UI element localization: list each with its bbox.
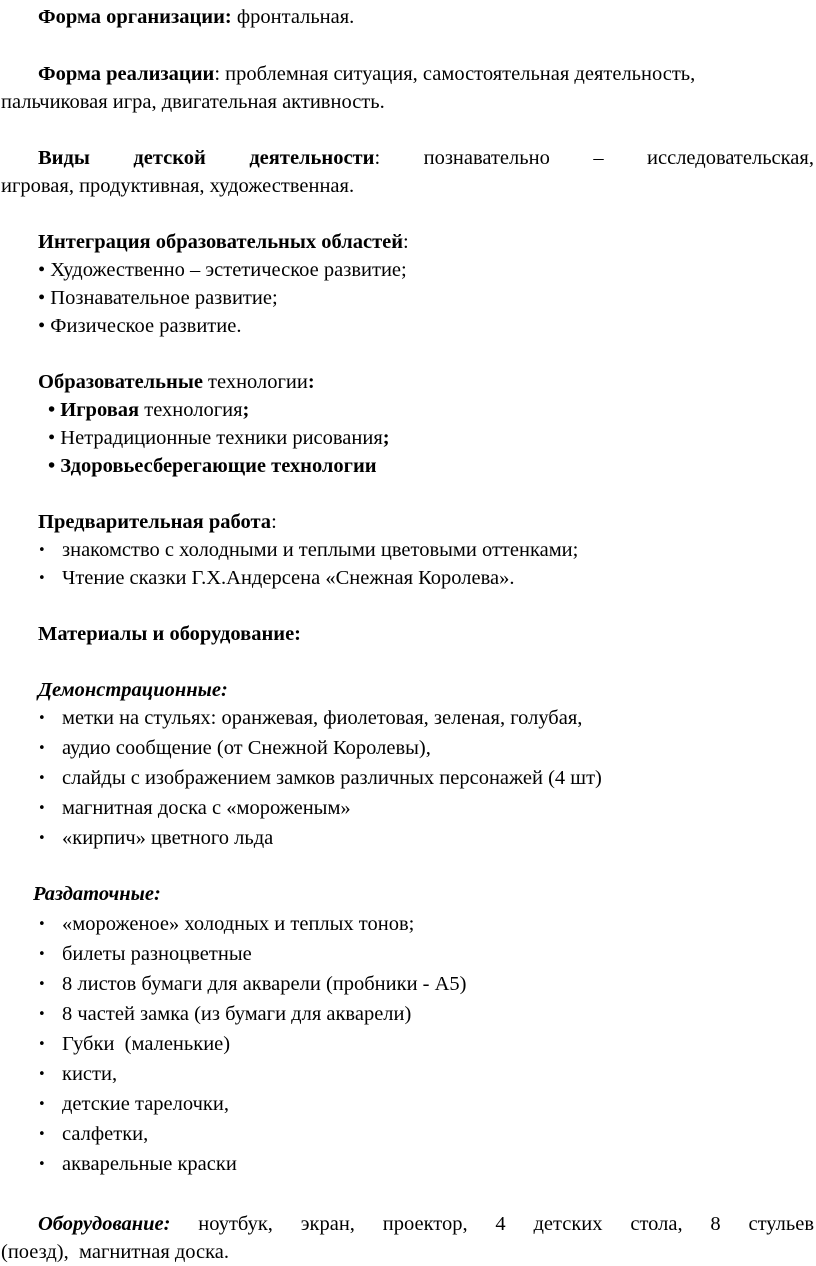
form-organization-label: Форма организации: bbox=[38, 6, 232, 28]
equipment-word: экран, bbox=[300, 1213, 355, 1235]
integration-colon: : bbox=[403, 231, 409, 253]
bullet-icon: • bbox=[38, 917, 46, 932]
handout-item: салфетки, bbox=[62, 1123, 149, 1145]
technologies-label: Образовательные bbox=[38, 371, 203, 393]
activity-types-dash: – bbox=[593, 147, 604, 169]
technologies-item1-semi: ; bbox=[242, 399, 250, 421]
materials-heading: Материалы и оборудование: bbox=[38, 623, 301, 645]
technologies-item2-text: • Нетрадиционные техники рисования bbox=[48, 427, 383, 449]
bullet-icon: • bbox=[38, 571, 46, 586]
technologies-heading bbox=[38, 370, 315, 394]
equipment-word: 8 bbox=[710, 1213, 721, 1235]
form-organization-line bbox=[38, 5, 354, 29]
equipment-line2: (поезд), магнитная доска. bbox=[1, 1241, 230, 1263]
preliminary-item: Чтение сказки Г.Х.Андерсена «Снежная Королева». bbox=[62, 567, 515, 589]
activity-types-word5: познавательно bbox=[423, 147, 550, 169]
preliminary-colon: : bbox=[271, 511, 277, 533]
preliminary-label: Предварительная работа bbox=[38, 511, 272, 533]
form-organization-value: фронтальная. bbox=[231, 6, 355, 28]
handout-item: кисти, bbox=[62, 1063, 118, 1085]
handout-item: акварельные краски bbox=[62, 1153, 237, 1175]
handout-item: 8 листов бумаги для акварели (пробники - А5) bbox=[62, 973, 467, 995]
equipment-word: 4 bbox=[495, 1213, 506, 1235]
integration-item: • Познавательное развитие; bbox=[38, 287, 278, 309]
form-realization-line2: пальчиковая игра, двигательная активность. bbox=[1, 91, 385, 113]
bullet-icon: • bbox=[38, 977, 46, 992]
bullet-icon: • bbox=[38, 1067, 46, 1082]
handout-item: билеты разноцветные bbox=[62, 943, 252, 965]
bullet-icon: • bbox=[38, 801, 46, 816]
bullet-icon: • bbox=[38, 1097, 46, 1112]
preliminary-heading bbox=[38, 510, 277, 534]
bullet-icon: • bbox=[38, 771, 46, 786]
bullet-icon: • bbox=[38, 831, 46, 846]
technologies-item2-semi: ; bbox=[382, 427, 390, 449]
integration-heading bbox=[38, 230, 409, 254]
integration-item: • Физическое развитие. bbox=[38, 315, 242, 337]
equipment-label: Оборудование: bbox=[38, 1213, 171, 1235]
technologies-label-rest: технологии bbox=[202, 371, 308, 393]
bullet-icon: • bbox=[38, 741, 46, 756]
activity-types-word1: Виды bbox=[38, 147, 90, 169]
handout-item: 8 частей замка (из бумаги для акварели) bbox=[62, 1003, 412, 1025]
equipment-word: ноутбук, bbox=[198, 1213, 273, 1235]
form-realization-value: : проблемная ситуация, самостоятельная деятельность, bbox=[214, 63, 696, 85]
technologies-item bbox=[48, 426, 390, 450]
demo-item: магнитная доска с «мороженым» bbox=[62, 797, 351, 819]
form-realization-label: Форма реализации bbox=[38, 63, 215, 85]
equipment-line bbox=[38, 1212, 814, 1236]
activity-types-word3 bbox=[249, 146, 380, 170]
activity-types-word2: детской bbox=[133, 147, 206, 169]
bullet-icon: • bbox=[38, 1157, 46, 1172]
bullet-icon: • bbox=[38, 947, 46, 962]
bullet-icon: • bbox=[38, 543, 46, 558]
activity-types-colon: : bbox=[374, 147, 381, 169]
equipment-word: проектор, bbox=[382, 1213, 468, 1235]
technologies-item1-bold: • Игровая bbox=[48, 399, 140, 421]
demo-item: «кирпич» цветного льда bbox=[62, 827, 274, 849]
activity-types-line bbox=[38, 146, 814, 170]
handout-item: детские тарелочки, bbox=[62, 1093, 229, 1115]
preliminary-item: знакомство с холодными и теплыми цветовыми оттенками; bbox=[62, 539, 579, 561]
bullet-icon: • bbox=[38, 1037, 46, 1052]
technologies-item: • Здоровьесберегающие технологии bbox=[48, 455, 377, 477]
equipment-word: стульев bbox=[748, 1213, 814, 1235]
demo-item: аудио сообщение (от Снежной Королевы), bbox=[62, 737, 431, 759]
equipment-word: стола, bbox=[630, 1213, 683, 1235]
bullet-icon: • bbox=[38, 1007, 46, 1022]
bullet-icon: • bbox=[38, 1127, 46, 1142]
integration-item: • Художественно – эстетическое развитие; bbox=[38, 259, 407, 281]
handout-item: Губки (маленькие) bbox=[62, 1033, 231, 1055]
demo-heading: Демонстрационные: bbox=[38, 679, 228, 701]
technologies-colon: : bbox=[307, 371, 315, 393]
handout-heading: Раздаточные: bbox=[33, 883, 161, 905]
activity-types-line2: игровая, продуктивная, художественная. bbox=[1, 175, 355, 197]
integration-label: Интеграция образовательных областей bbox=[38, 231, 404, 253]
handout-item: «мороженое» холодных и теплых тонов; bbox=[62, 913, 415, 935]
bullet-icon: • bbox=[38, 711, 46, 726]
technologies-item bbox=[48, 398, 249, 422]
technologies-item1-rest: технология bbox=[139, 399, 243, 421]
equipment-word: детских bbox=[533, 1213, 603, 1235]
activity-types-word7: исследовательская, bbox=[647, 147, 814, 169]
demo-item: метки на стульях: оранжевая, фиолетовая, зеленая, голубая, bbox=[62, 707, 583, 729]
form-realization-line bbox=[38, 62, 695, 86]
demo-item: слайды с изображением замков различных персонажей (4 шт) bbox=[62, 767, 602, 789]
activity-types-label-end: деятельности bbox=[249, 147, 375, 169]
